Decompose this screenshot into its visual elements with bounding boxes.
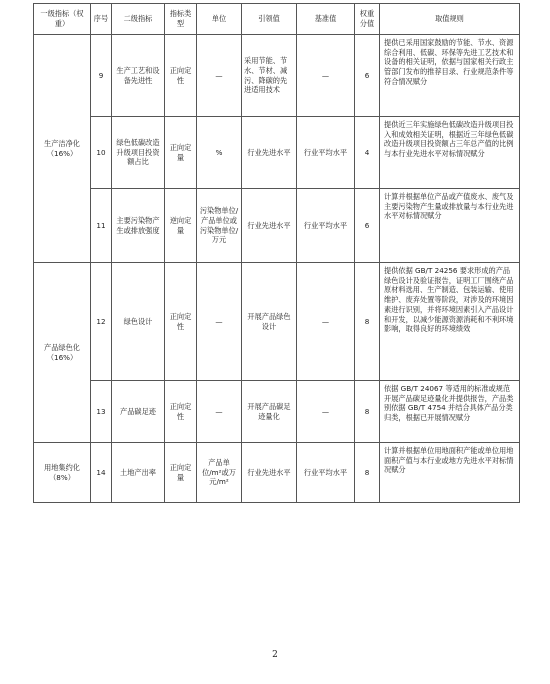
header-rule: 取值规则 — [380, 4, 520, 35]
leading-value: 开展产品碳足迹量化 — [242, 381, 297, 443]
row-number: 11 — [91, 189, 112, 263]
table-row — [34, 117, 520, 189]
scoring-rule: 提供依据 GB/T 24256 要求形成的产品绿色设计及验证报告，证明工厂围绕产品原材料选用、生产制造、包装运输、使用维护、废弃处置等阶段，对涉及的环境因素进行识别，并将环境因素引入产品设计和开发，以减少能源资源消耗和不利环境影响，取得良好的环境绩效 — [380, 263, 520, 381]
row-number: 13 — [91, 381, 112, 443]
leading-value: 开展产品绿色设计 — [242, 263, 297, 381]
indicator-type: 正向定性 — [165, 35, 197, 117]
baseline-value: 行业平均水平 — [297, 189, 355, 263]
indicator-type: 正向定性 — [165, 381, 197, 443]
table-row — [34, 381, 520, 443]
header-baseline-value: 基准值 — [297, 4, 355, 35]
leading-value: 行业先进水平 — [242, 117, 297, 189]
scoring-rule: 提供近三年实施绿色低碳改造升级项目投入和成效相关证明，根据近三年绿色低碳改造升级项目投资额占三年总产值的比例与本行业先进水平对标情况赋分 — [380, 117, 520, 189]
primary-indicator: 产品绿色化（16%） — [34, 263, 91, 443]
indicator-type: 逆向定量 — [165, 189, 197, 263]
indicator-type: 正向定量 — [165, 117, 197, 189]
table-row — [34, 35, 520, 117]
weight-score: 4 — [355, 117, 380, 189]
baseline-value: — — [297, 381, 355, 443]
indicator-type: 正向定量 — [165, 443, 197, 503]
weight-score: 8 — [355, 443, 380, 503]
scoring-rule: 计算并根据单位用地面积产能或单位用地面积产值与本行业或地方先进水平对标情况赋分 — [380, 443, 520, 503]
secondary-indicator: 绿色低碳改造升级项目投资额占比 — [112, 117, 165, 189]
weight-score: 8 — [355, 263, 380, 381]
secondary-indicator: 主要污染物产生或排放强度 — [112, 189, 165, 263]
weight-score: 8 — [355, 381, 380, 443]
unit: 产品单位/m²或万元/m² — [197, 443, 242, 503]
baseline-value: 行业平均水平 — [297, 117, 355, 189]
unit: 污染物单位/产品单位或污染物单位/万元 — [197, 189, 242, 263]
table-row — [34, 189, 520, 263]
header-weight: 权重分值 — [355, 4, 380, 35]
unit: — — [197, 381, 242, 443]
secondary-indicator: 土地产出率 — [112, 443, 165, 503]
header-type: 指标类型 — [165, 4, 197, 35]
header-number: 序号 — [91, 4, 112, 35]
baseline-value: 行业平均水平 — [297, 443, 355, 503]
scoring-rule: 提供已采用国家鼓励的节能、节水、资源综合利用、低碳、环保等先进工艺技术和设备的相关证明，依据与国家相关行政主管部门发布的推荐目录、行业规范条件等符合情况赋分 — [380, 35, 520, 117]
header-unit: 单位 — [197, 4, 242, 35]
baseline-value: — — [297, 263, 355, 381]
indicator-type: 正向定性 — [165, 263, 197, 381]
table-row — [34, 263, 520, 381]
secondary-indicator: 产品碳足迹 — [112, 381, 165, 443]
row-number: 12 — [91, 263, 112, 381]
weight-score: 6 — [355, 189, 380, 263]
baseline-value: — — [297, 35, 355, 117]
leading-value: 采用节能、节水、节材、减污、降碳的先进适用技术 — [242, 35, 297, 117]
row-number: 9 — [91, 35, 112, 117]
header-primary-indicator: 一级指标（权重） — [34, 4, 91, 35]
secondary-indicator: 生产工艺和设备先进性 — [112, 35, 165, 117]
weight-score: 6 — [355, 35, 380, 117]
primary-indicator: 生产洁净化（16%） — [34, 35, 91, 263]
leading-value: 行业先进水平 — [242, 443, 297, 503]
scoring-rule: 依据 GB/T 24067 等适用的标准或规范开展产品碳足迹量化并提供报告，产品类别依据 GB/T 4754 并结合具体产品分类归类，根据已开展情况赋分 — [380, 381, 520, 443]
table-header-row — [34, 4, 520, 35]
unit: % — [197, 117, 242, 189]
scoring-rule: 计算并根据单位产品或产值废水、废气及主要污染物产生量或排放量与本行业先进水平对标情况赋分 — [380, 189, 520, 263]
indicator-table — [33, 3, 520, 503]
header-leading-value: 引领值 — [242, 4, 297, 35]
row-number: 10 — [91, 117, 112, 189]
secondary-indicator: 绿色设计 — [112, 263, 165, 381]
row-number: 14 — [91, 443, 112, 503]
primary-indicator: 用地集约化（8%） — [34, 443, 91, 503]
page-number: 2 — [272, 650, 278, 660]
table-row — [34, 443, 520, 503]
unit: — — [197, 35, 242, 117]
header-secondary-indicator: 二级指标 — [112, 4, 165, 35]
leading-value: 行业先进水平 — [242, 189, 297, 263]
unit: — — [197, 263, 242, 381]
